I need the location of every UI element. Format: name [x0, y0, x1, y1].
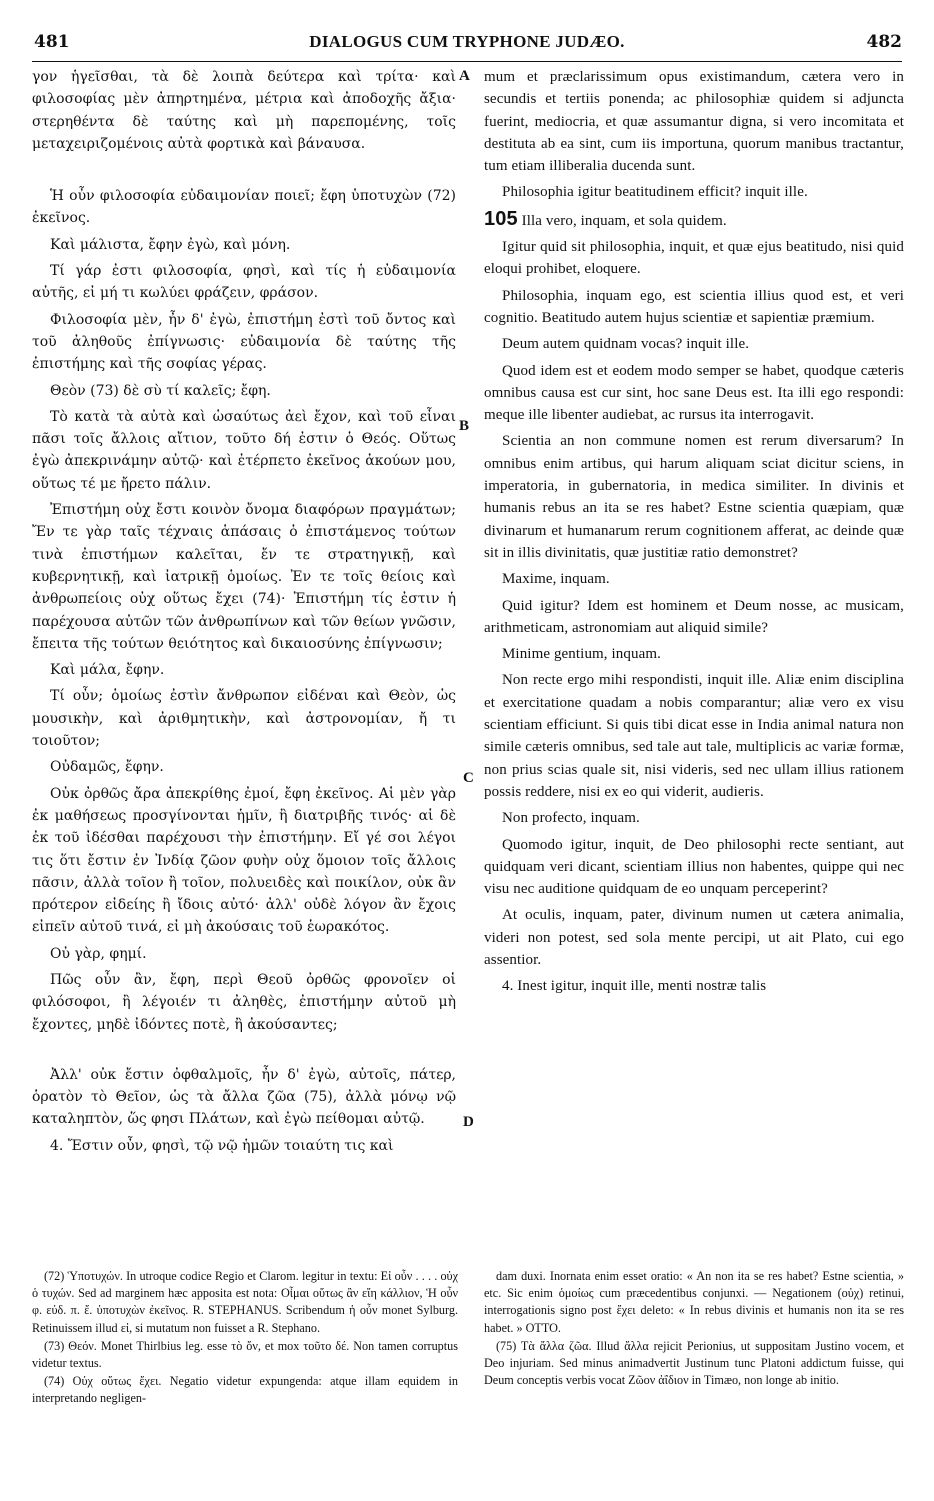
greek-paragraph: Πῶς οὖν ἂν, ἔφη, περὶ Θεοῦ ὀρθῶς φρονοῖεν οἱ φιλόσοφοι, ἢ λέγοιέν τι ἀληθὲς, ἐπιστήμην αὐτοῦ μὴ ἔχοντες, μηδὲ ἰδόντες ποτὲ, ἢ ἀκούσαντες;	[32, 971, 456, 1033]
page-number-right: 482	[866, 32, 902, 52]
greek-paragraph: 4. Ἔστιν οὖν, φησὶ, τῷ νῷ ἡμῶν τοιαύτη τις καὶ	[50, 1137, 394, 1154]
latin-column	[484, 66, 904, 1002]
greek-paragraph: Οὐ γὰρ, φημί.	[50, 945, 147, 962]
margin-letter-b: B	[459, 418, 470, 434]
latin-paragraph: Philosophia igitur beatitudinem efficit? inquit ille.	[502, 184, 808, 201]
latin-paragraph: Deum autem quidnam vocas? inquit ille.	[502, 336, 750, 353]
latin-paragraph: Maxime, inquam.	[502, 571, 610, 588]
footnote: (75) Τὰ ἄλλα ζῶα. Illud ἄλλα rejicit Perionius, ut suppositam Justino vocem, et Deo injuriam. Sed minus animadvertit Justinum tunc Platoni addictum fuisse, qui Deum conceptis verbis vocat Ζῶον ἀΐδιον in Timæo, non longe ab initio.	[484, 1338, 904, 1388]
header-rule	[32, 61, 902, 62]
latin-paragraph: Quomodo igitur, inquit, de Deo philosophi recte sentiant, aut quidquam veri dicant, scientiam illius non habentes, quippe qui nec visu nec auditione quidquam de eo unquam perceperint?	[484, 836, 904, 898]
latin-paragraph-105	[484, 208, 904, 232]
latin-paragraph-text: Illa vero, inquam, et sola quidem.	[521, 212, 727, 229]
greek-paragraph: Θεὸν (73) δὲ σὺ τί καλεῖς; ἔφη.	[50, 382, 271, 399]
greek-paragraph: Τί οὖν; ὁμοίως ἐστὶν ἄνθρωπον εἰδέναι καὶ Θεὸν, ὡς μουσικὴν, καὶ ἀριθμητικὴν, καὶ ἀστρονομίαν, ἤ τι τοιοῦτον;	[32, 688, 456, 750]
greek-paragraph: Φιλοσοφία μὲν, ἦν δ' ἐγὼ, ἐπιστήμη ἐστὶ τοῦ ὄντος καὶ τοῦ ἀληθοῦς ἐπίγνωσις· εὐδαιμονία δὲ ταύτης τῆς ἐπιστήμης καὶ τῆς σοφίας γέρας.	[32, 311, 456, 373]
section-number: 105	[484, 207, 518, 230]
greek-paragraph: Οὐκ ὀρθῶς ἄρα ἀπεκρίθης ἐμοί, ἔφη ἐκεῖνος. Αἱ μὲν γὰρ ἐκ μαθήσεως προσγίνονται ἡμῖν, ἢ διατριβῆς τινός· αἱ δὲ ἐκ τοῦ ἰδέσθαι παρέχουσι τὴν ἐπιστήμην. Εἴ γέ σοι λέγοι τις ὅτι ἔστιν ἐν Ἰνδίᾳ ζῶον φυὴν οὐχ ὅμοιον τοῖς ἄλλοις πᾶσιν, ἀλλὰ τοῖον ἢ τοῖον, πολυειδὲς καὶ ποικίλον, οὐκ ἂν πρότερον εἰδείης ἢ ἴδοις αὐτό· ἀλλ' οὐδὲ λόγον ἂν ἔχοις εἰπεῖν αὐτοῦ τινά, εἰ μὴ ἀκούσαις τοῦ ἑωρακότος.	[32, 785, 456, 936]
margin-letter-a: A	[459, 68, 470, 84]
greek-paragraph: Ἐπιστήμη οὐχ ἔστι κοινὸν ὄνομα διαφόρων πραγμάτων; Ἔν τε γὰρ ταῖς τέχναις ἁπάσαις ὁ ἐπιστάμενος τούτων τινὰ ἐπιστήμων καλεῖται, ἔν τε στρατηγικῇ, καὶ κυβερνητικῇ, καὶ ἰατρικῇ ὁμοίως. Ἐν τε τοῖς θείοις καὶ ἀνθρωπείοις οὐχ οὕτως ἔχει (74)· Ἐπιστήμη τίς ἐστιν ἡ παρέχουσα αὐτῶν τῶν ἀνθρωπίνων καὶ τῶν θείων γνῶσιν, ἔπειτα τῆς τούτων θειότητος καὶ δικαιοσύνης ἐπίγνωσιν;	[32, 502, 456, 652]
greek-paragraph: Ἡ οὖν φιλοσοφία εὐδαιμονίαν ποιεῖ; ἔφη ὑποτυχὼν (72) ἐκεῖνος.	[32, 188, 456, 227]
page-number-left: 481	[34, 32, 70, 52]
latin-paragraph: Philosophia, inquam ego, est scientia illius quod est, et veri cognitio. Beatitudo autem hujus scientiæ et sapientiæ præmium.	[484, 287, 904, 326]
greek-paragraph: Καὶ μάλιστα, ἔφην ἐγὼ, καὶ μόνη.	[50, 236, 291, 253]
latin-paragraph: Quid igitur? Idem est hominem et Deum nosse, ac musicam, arithmeticam, astronomiam aut aliquid simile?	[484, 597, 904, 636]
footnotes-right	[484, 1268, 904, 1390]
running-title: DIALOGUS CUM TRYPHONE JUDÆO.	[309, 32, 625, 51]
greek-paragraph: Τὸ κατὰ τὰ αὐτὰ καὶ ὡσαύτως ἀεὶ ἔχον, καὶ τοῦ εἶναι πᾶσι τοῖς ἄλλοις αἴτιον, τοῦτο δή ἐστιν ὁ Θεός. Οὕτως ἐγὼ ἀπεκρινάμην αὐτῷ· καὶ ἐτέρπετο ἐκεῖνος ἀκούων μου, οὕτως τέ με ἤρετο πάλιν.	[32, 408, 456, 492]
latin-paragraph: Minime gentium, inquam.	[502, 646, 661, 663]
greek-paragraph: Καὶ μάλα, ἔφην.	[50, 662, 165, 679]
footnote: (72) Ὑποτυχών. In utroque codice Regio et Clarom. legitur in textu: Εἰ οὖν . . . . οὐχ ὁ τυχών. Sed ad marginem hæc apposita est nota: Οἶμαι οὕτως ἂν εἴη κάλλιον, Ἡ οὖν φ. εὐδ. π. ἔ. ὑποτυχὼν ἐκεῖνος. R. STEPHANUS. Scribendum ἡ οὖν monet Sylburg. Retinuissem illud εἰ, si mutatum non fuisset a R. Stephano.	[32, 1269, 458, 1335]
latin-paragraph: Non recte ergo mihi respondisti, inquit ille. Aliæ enim disciplina et exercitatione quadam a nobis comparantur; aliæ vero ex visu scientiam efficiunt. Si quis tibi dicat esse in India animal natura non simile cæteris omnibus, sed tale aut tale, multiplicis ac variæ formæ, non prius scias quale sit, nisi videris, sed nec ullam illius rationem possis reddere, nisi ex eo qui viderit, audieris.	[484, 672, 904, 800]
latin-paragraph: Scientia an non commune nomen est rerum diversarum? In omnibus enim artibus, qui harum aliquam sciat dicitur sciens, in imperatoria, in gubernatoria, in medica similiter. In divinis et humanis rebus an ita se res habet? Estne scientia quæpiam, quæ divinarum et humanarum rerum cognitionem afferat, ac deinde quæ sit in illis divinitatis, quæ justitiæ ratio demonstret?	[484, 433, 904, 561]
page-header	[32, 26, 902, 56]
latin-paragraph: 4. Inest igitur, inquit ille, menti nostræ talis	[502, 978, 767, 995]
latin-paragraph: Quod idem est et eodem modo semper se habet, quodque cæteris omnibus causa est cur sint, hoc sane Deus est. Ita illi ego respondi: meque ille libenter audiebat, ac rursus ita interrogavit.	[484, 362, 904, 424]
margin-letter-c: C	[463, 770, 474, 786]
greek-paragraph: γον ἡγεῖσθαι, τὰ δὲ λοιπὰ δεύτερα καὶ τρίτα· καὶ φιλοσοφίας μὲν ἀπηρτημένα, μέτρια καὶ ἀποδοχῆς ἄξια· στερηθέντα δὲ ταύτης καὶ μὴ παρεπομένης, τοῖς μεταχειριζομένοις αὐτὰ φορτικὰ καὶ βάναυσα.	[32, 69, 456, 152]
latin-paragraph: Igitur quid sit philosophia, inquit, et quæ ejus beatitudo, nisi quid eloqui prohibet, eloquere.	[484, 239, 904, 278]
greek-paragraph: Ἀλλ' οὐκ ἔστιν ὀφθαλμοῖς, ἦν δ' ἐγὼ, αὐτοῖς, πάτερ, ὁρατὸν τὸ Θεῖον, ὡς τὰ ἄλλα ζῶα (75), ἀλλὰ μόνῳ νῷ καταληπτὸν, ὥς φησι Πλάτων, καὶ ἐγὼ πείθομαι αὐτῷ.	[32, 1066, 456, 1128]
latin-paragraph: Non profecto, inquam.	[502, 810, 640, 827]
footnotes-left	[32, 1268, 458, 1409]
margin-letter-d: D	[463, 1114, 474, 1130]
footnote: dam duxi. Inornata enim esset oratio: « An non ita se res habet? Estne scientia, » etc. Sic enim ὁμοίως cum præcedentibus conjunxi. — Negationem (οὐχ) retinui, interrogationis signo post ἔχει deleto: « In rebus divinis et humanis non ita se res habet. » OTTO.	[484, 1269, 904, 1335]
greek-paragraph: Οὐδαμῶς, ἔφην.	[50, 759, 164, 776]
latin-paragraph: mum et præclarissimum opus existimandum, cætera vero in secundis et tertiis ponenda; ac philosophiæ quidem si adjuncta fuerint, mediocria, et quæ assumantur digna, si vero incomitata et destituta ab ea sint, cum iis importuna, quorum manibus tractantur, tum etiam illiberalia ducenda sunt.	[484, 69, 904, 175]
latin-paragraph: At oculis, inquam, pater, divinum numen ut cætera animalia, videri non potest, sed sola mente percipi, ut ait Plato, cui ego assentior.	[484, 907, 904, 968]
greek-paragraph: Τί γάρ ἐστι φιλοσοφία, φησὶ, καὶ τίς ἡ εὐδαιμονία αὐτῆς, εἰ μή τι κωλύει φράζειν, φράσον.	[32, 263, 456, 302]
footnote: (73) Θεόν. Monet Thirlbius leg. esse τὸ ὄν, et mox τοῦτο δέ. Non tamen corruptus videtur textus.	[32, 1338, 458, 1371]
footnote: (74) Οὐχ οὕτως ἔχει. Negatio videtur expungenda: atque illam equidem in interpretando negligen-	[32, 1374, 458, 1406]
greek-column	[32, 66, 456, 1161]
